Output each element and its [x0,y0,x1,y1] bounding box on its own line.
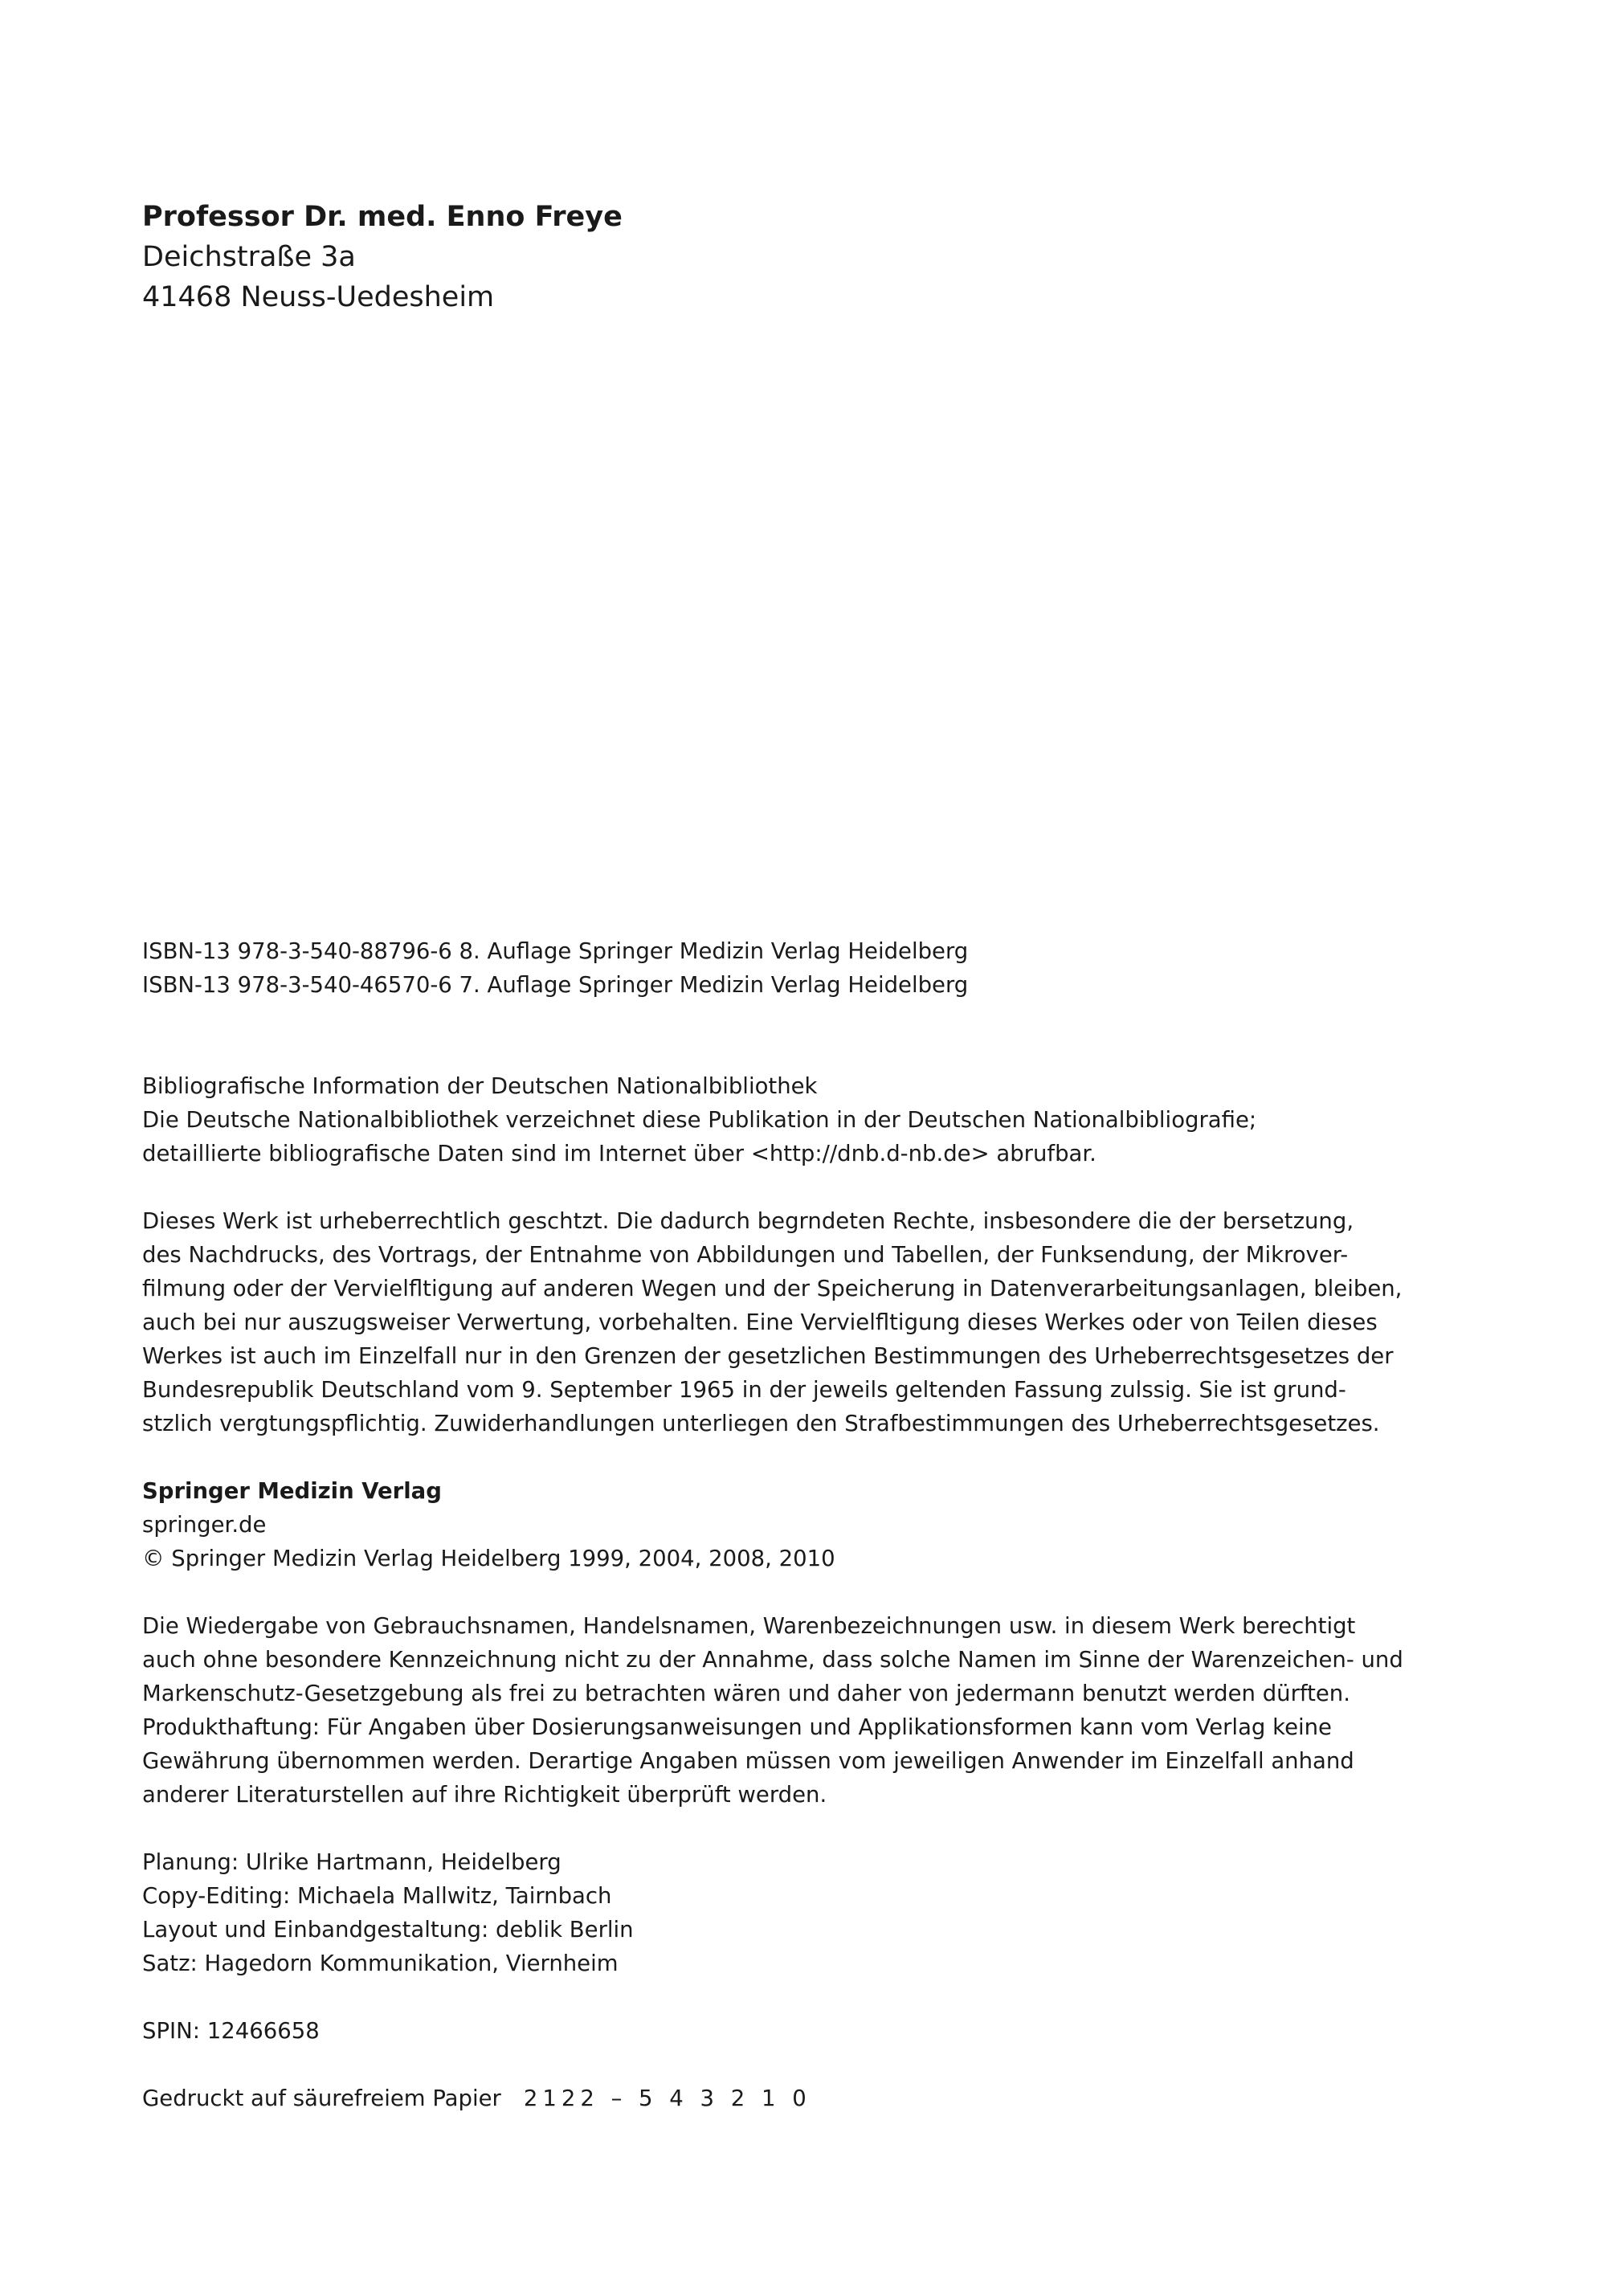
text-line: Bibliografische Information der Deutschen Nationalbibliothek [142,1073,818,1099]
text-line: Werkes ist auch im Einzelfall nur in den Grenzen der gesetzlichen Bestimmungen des Urheberrechtsgesetzes der [142,1343,1394,1369]
publisher-name: Springer Medizin Verlag [142,1478,442,1504]
text-line: Produkthaftung: Für Angaben über Dosierungsanweisungen und Applikationsformen kann vom Verlag keine [142,1714,1332,1740]
isbn-block [142,934,1347,1002]
text-line: stzlich vergtungspflichtig. Zuwiderhandlungen unterliegen den Strafbestimmungen des Urheberrechtsgesetzes. [142,1411,1380,1436]
spin-block [142,2014,1347,2048]
copyright-notice [142,1204,1403,1440]
print-run-code: 2122 – 5 4 3 2 1 0 [523,2086,811,2111]
text-line: auch bei nur auszugsweiser Verwertung, vorbehalten. Eine Vervielfltigung dieses Werkes oder von Teilen dieses [142,1309,1378,1335]
text-line: Die Deutsche Nationalbibliothek verzeichnet diese Publikation in der Deutschen Nationalbibliografie; [142,1107,1257,1133]
author-name: Professor Dr. med. Enno Freye [142,201,623,233]
credit-line: Copy-Editing: Michaela Mallwitz, Tairnbach [142,1883,612,1909]
author-street: Deichstraße 3a [142,241,356,273]
imprint-text [142,934,1403,2115]
publisher-info [142,1474,1347,1575]
text-line: detaillierte bibliografische Daten sind im Internet über <http://dnb.d-nb.de> abrufbar. [142,1141,1096,1166]
publisher-copyright: © Springer Medizin Verlag Heidelberg 1999, 2004, 2008, 2010 [142,1546,835,1571]
credit-line: Layout und Einbandgestaltung: deblik Berlin [142,1917,634,1943]
isbn-line: ISBN-13 978-3-540-46570-6 7. Auflage Springer Medizin Verlag Heidelberg [142,972,969,998]
text-line: Gewährung übernommen werden. Derartige Angaben müssen vom jeweiligen Anwender im Einzelfall anhand [142,1748,1354,1774]
bibliographic-info [142,1069,1347,1170]
text-line: auch ohne besondere Kennzeichnung nicht zu der Annahme, dass solche Namen im Sinne der Warenzeichen- und [142,1647,1403,1673]
credit-line: Planung: Ulrike Hartmann, Heidelberg [142,1849,561,1875]
credits [142,1845,1347,1980]
text-line: filmung oder der Vervielfltigung auf anderen Wegen und der Speicherung in Datenverarbeitungsanlagen, bleiben, [142,1276,1403,1301]
author-city: 41468 Neuss-Uedesheim [142,281,495,313]
text-line: Markenschutz-Gesetzgebung als frei zu betrachten wären und daher von jedermann benutzt werden dürften. [142,1681,1350,1706]
credit-line: Satz: Hagedorn Kommunikation, Viernheim [142,1951,619,1976]
printed-label: Gedruckt auf säurefreiem Papier [142,2086,501,2111]
text-line: anderer Literaturstellen auf ihre Richtigkeit überprüft werden. [142,1782,827,1808]
publisher-website: springer.de [142,1512,267,1538]
disclaimer [142,1609,1403,1812]
isbn-line: ISBN-13 978-3-540-88796-6 8. Auflage Springer Medizin Verlag Heidelberg [142,938,969,964]
text-line: des Nachdrucks, des Vortrags, der Entnahme von Abbildungen und Tabellen, der Funksendung, der Mikrover- [142,1242,1349,1268]
text-line: Die Wiedergabe von Gebrauchsnamen, Handelsnamen, Warenbezeichnungen usw. in diesem Werk berechtigt [142,1613,1356,1639]
printing-note [142,2082,1347,2115]
text-line: Dieses Werk ist urheberrechtlich geschtzt. Die dadurch begrndeten Rechte, insbesondere die der bersetzung, [142,1208,1354,1234]
author-address [142,197,623,317]
spin-number: SPIN: 12466658 [142,2018,320,2044]
text-line: Bundesrepublik Deutschland vom 9. September 1965 in der jeweils geltenden Fassung zulssig. Sie ist grund- [142,1377,1346,1403]
